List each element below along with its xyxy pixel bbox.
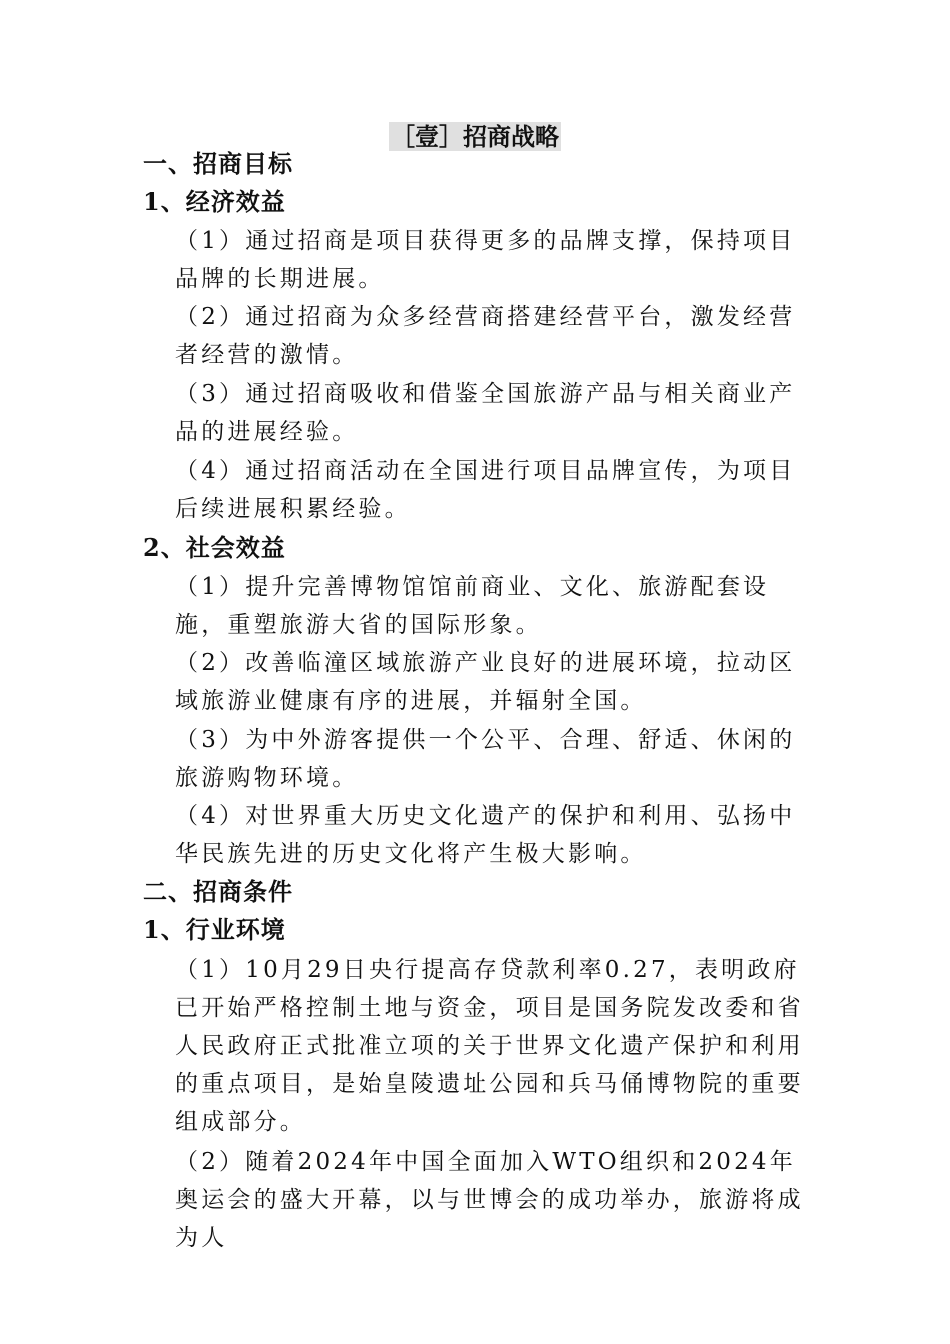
subsection-heading-social: 2、社会效益 [143, 533, 286, 562]
paragraph: （1）10月29日央行提高存贷款利率0.27，表明政府已开始严格控制土地与资金，项目是国务院发改委和省人民政府正式批准立项的关于世界文化遗产保护和利用的重点项目，是始皇陵遗址公园和兵马俑博物院的重要组成部分。 [175, 957, 804, 1135]
section-heading-conditions: 二、招商条件 [143, 877, 293, 906]
paragraph: （1）通过招商是项目获得更多的品牌支撑，保持项目品牌的长期进展。 [175, 228, 796, 292]
document-title: ［壹］招商战略 [391, 122, 559, 151]
subsection-heading-industry: 1、行业环境 [143, 915, 286, 944]
subsection-heading-economic: 1、经济效益 [143, 187, 286, 216]
paragraph: （2）改善临潼区域旅游产业良好的进展环境，拉动区域旅游业健康有序的进展，并辐射全国。 [175, 650, 796, 714]
section-heading-goals: 一、招商目标 [143, 149, 293, 178]
paragraph: （1）提升完善博物馆馆前商业、文化、旅游配套设施，重塑旅游大省的国际形象。 [175, 574, 770, 638]
paragraph: （4）通过招商活动在全国进行项目品牌宣传，为项目后续进展积累经验。 [175, 458, 796, 522]
paragraph: （3）通过招商吸收和借鉴全国旅游产品与相关商业产品的进展经验。 [175, 381, 796, 445]
paragraph: （3）为中外游客提供一个公平、合理、舒适、休闲的旅游购物环境。 [175, 727, 796, 791]
paragraph: （4）对世界重大历史文化遗产的保护和利用、弘扬中华民族先进的历史文化将产生极大影响。 [175, 803, 796, 867]
paragraph: （2）随着2024年中国全面加入WTO组织和2024年奥运会的盛大开幕，以与世博会的成功举办，旅游将成为人 [175, 1149, 804, 1251]
paragraph: （2）通过招商为众多经营商搭建经营平台，激发经营者经营的激情。 [175, 304, 796, 368]
